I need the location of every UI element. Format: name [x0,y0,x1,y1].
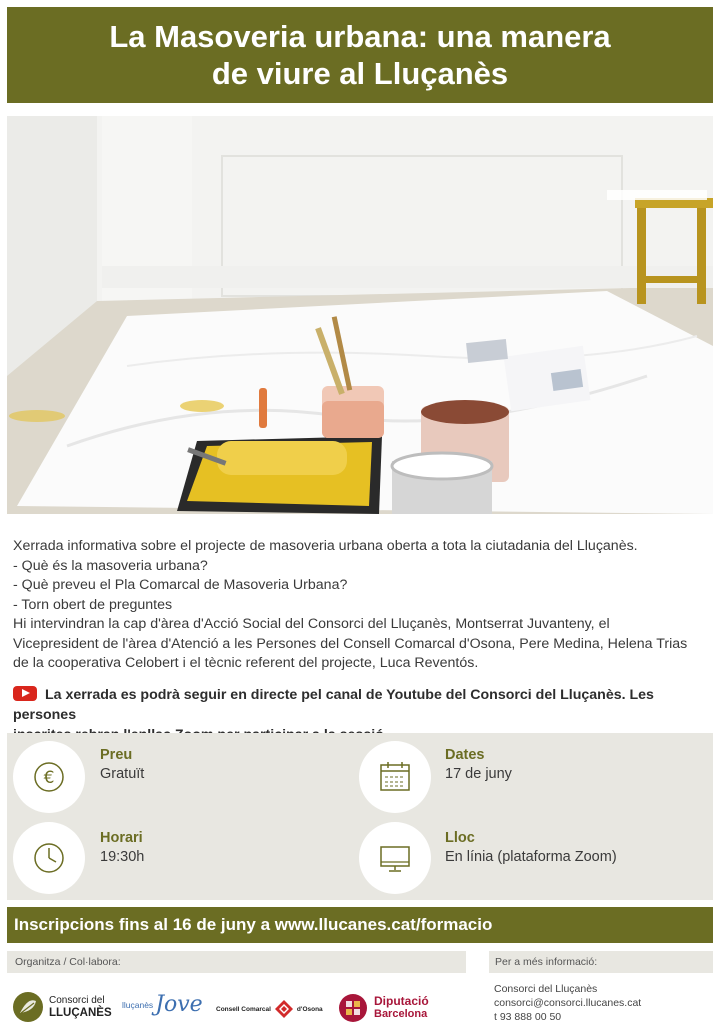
consell-comarcal-osona-logo: Consell Comarcal d'Osona [216,999,323,1019]
intro-speakers-3: de la cooperativa Celobert i el tècnic referent del projecte, Luca Reventós. [13,655,479,671]
clock-icon [13,822,85,894]
notice-line-1: La xerrada es podrà seguir en directe pel canal de Youtube del Consorci del Lluçanès. Les persones [13,687,654,723]
price-value: Gratuït [100,766,145,782]
youtube-icon [13,686,37,701]
intro-text [13,537,708,674]
organizers-label-bar [7,951,466,973]
diputacio-seal-icon [338,993,368,1023]
intro-bullet: - Què preveu el Pla Comarcal de Masoveria Urbana? [13,577,348,593]
contact-label-bar [489,951,713,973]
painting-supplies-illustration [7,116,713,514]
dates-title: Dates [445,747,485,763]
intro-bullet: - Què és la masoveria urbana? [13,557,208,574]
consorci-llucanes-logo: Consorci del LLUÇANÈS [12,991,112,1023]
time-title: Horari [100,830,143,846]
registration-text: Inscripcions fins al 16 de juny a www.llucanes.cat/formacio [14,915,493,934]
leaf-icon [12,991,44,1023]
place-value: En línia (plataforma Zoom) [445,849,617,865]
page-header [7,7,713,103]
calendar-icon [359,741,431,813]
contact-email: consorci@consorci.llucanes.cat [494,997,642,1009]
event-info-panel [7,733,713,900]
place-title: Lloc [445,830,475,846]
svg-text:€: € [43,768,55,788]
intro-bullet: - Torn obert de preguntes [13,596,173,613]
llucanes-jove-logo: lluçanès Jove [122,992,203,1017]
page-title-line-1: La Masoveria urbana: una manera [109,19,611,54]
euro-icon [13,741,85,813]
diputacio-barcelona-logo: Diputació Barcelona [338,993,429,1023]
intro-speakers-2: Vicepresident de l'àrea d'Atenció a les Persones del Consell Comarcal d'Osona, Pere Medina, Helena Trias [13,635,688,652]
contact-info [494,982,641,1024]
organizers-label: Organitza / Col·labora: [15,956,121,968]
time-value: 19:30h [100,849,145,865]
contact-label: Per a més informació: [495,956,598,968]
osona-emblem-icon [274,999,294,1019]
price-title: Preu [100,747,133,763]
dates-value: 17 de juny [445,766,512,782]
page-title-line-2: de viure al Lluçanès [211,56,509,91]
intro-speakers-1: Hi intervindran la cap d'àrea d'Acció Social del Consorci del Lluçanès, Montserrat Juvanteny, el [13,616,610,632]
registration-banner [7,907,713,943]
hero-photo [7,116,713,514]
monitor-icon [359,822,431,894]
intro-lead: Xerrada informativa sobre el projecte de masoveria urbana oberta a tota la ciutadania del Lluçanès. [13,538,638,554]
contact-phone: t 93 888 00 50 [494,1011,562,1023]
contact-name: Consorci del Lluçanès [494,983,598,995]
